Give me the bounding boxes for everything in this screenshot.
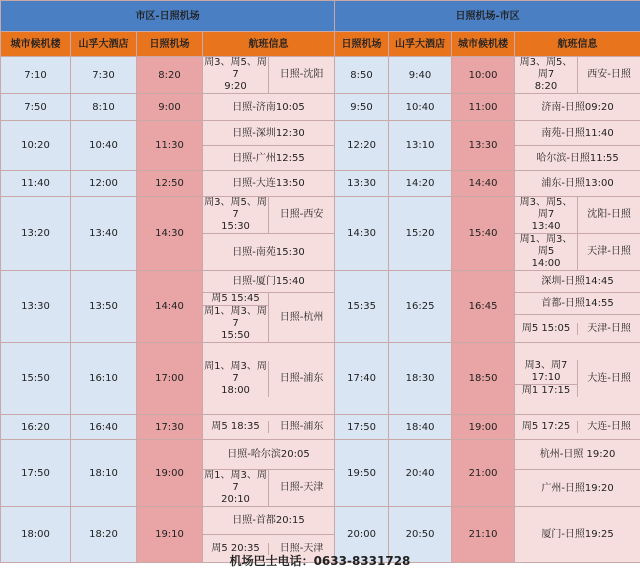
flight-info: 杭州-日照 19:20 [515, 440, 640, 470]
city-terminal-time: 19:00 [452, 415, 515, 440]
flight-info: 日照-首都20:15 [203, 507, 335, 535]
flight-route: 日照-西安 [279, 209, 324, 220]
flight-days: 周5 17:25 [515, 421, 578, 433]
flight-info [203, 470, 335, 507]
flight-info: 日照-深圳12:30 [203, 121, 335, 146]
flight-route: 日照-浦东 [279, 372, 324, 384]
airport-time: 17:00 [137, 343, 203, 415]
city-terminal-time: 10:00 [452, 57, 515, 94]
flight-info [515, 197, 640, 234]
flight-route: 大连-日照 [587, 421, 631, 432]
airport-time: 17:30 [137, 415, 203, 440]
flight-info: 日照-济南10:05 [203, 94, 335, 121]
flight-info: 济南-日照09:20 [515, 94, 640, 121]
hotel-time: 14:20 [389, 171, 452, 197]
flight-info [515, 234, 640, 271]
city-terminal-time: 17:50 [1, 440, 71, 507]
airport-time: 12:20 [335, 121, 389, 171]
city-terminal-time: 21:00 [452, 440, 515, 507]
flight-route: 大连-日照 [587, 372, 631, 384]
hotel-time: 18:20 [71, 507, 137, 563]
left-section-title: 市区-日照机场 [1, 1, 335, 32]
flight-info: 南苑-日照11:40 [515, 121, 640, 146]
col-header: 航班信息 [203, 32, 335, 57]
flight-route: 日照-杭州 [279, 311, 324, 323]
city-terminal-time: 13:20 [1, 197, 71, 271]
flight-route: 日照-天津 [279, 482, 324, 493]
flight-days: 周3、周5、周7 13:40 [515, 197, 578, 233]
col-header: 山孚大酒店 [71, 32, 137, 57]
hotel-time: 18:10 [71, 440, 137, 507]
flight-days: 周5 15:45 [203, 293, 269, 306]
flight-info: 日照-南苑15:30 [203, 234, 335, 271]
col-header: 山孚大酒店 [389, 32, 452, 57]
airport-time: 17:50 [335, 415, 389, 440]
flight-route: 日照-浦东 [279, 421, 324, 432]
city-terminal-time: 11:40 [1, 171, 71, 197]
airport-time: 13:30 [335, 171, 389, 197]
flight-days: 周3、周5、周7 8:20 [515, 57, 578, 93]
hotel-time: 12:00 [71, 171, 137, 197]
flight-route: 日照-天津 [279, 542, 324, 554]
city-terminal-time: 18:50 [452, 343, 515, 415]
city-terminal-time: 15:40 [452, 197, 515, 271]
flight-days: 周1、周3、周7 20:10 [204, 470, 267, 505]
flight-info [515, 315, 640, 343]
col-header: 日照机场 [137, 32, 203, 57]
flight-info: 日照-大连13:50 [203, 171, 335, 197]
hotel-time: 18:30 [389, 343, 452, 415]
col-header: 城市候机楼 [452, 32, 515, 57]
city-terminal-time: 10:20 [1, 121, 71, 171]
hotel-time: 7:30 [71, 57, 137, 94]
hotel-time: 8:10 [71, 94, 137, 121]
flight-info [203, 293, 335, 343]
city-terminal-time: 11:00 [452, 94, 515, 121]
flight-days: 周1 17:15 [515, 385, 578, 398]
flight-days: 周3、周5、周7 15:30 [204, 197, 267, 232]
flight-days: 周5 20:35 [203, 543, 269, 555]
flight-info [203, 415, 335, 440]
airport-time: 17:40 [335, 343, 389, 415]
hotel-time: 13:50 [71, 271, 137, 343]
airport-bus-phone: 机场巴士电话：0633-8331728 [229, 554, 411, 568]
hotel-time: 16:40 [71, 415, 137, 440]
hotel-time: 13:10 [389, 121, 452, 171]
flight-days: 周1、周3、周7 15:50 [204, 306, 267, 341]
flight-info [203, 57, 335, 94]
hotel-time: 10:40 [71, 121, 137, 171]
hotel-time: 16:25 [389, 271, 452, 343]
city-terminal-time: 16:20 [1, 415, 71, 440]
flight-info: 哈尔滨-日照11:55 [515, 146, 640, 171]
flight-days: 周5 15:05 [515, 323, 578, 335]
flight-info: 日照-厦门15:40 [203, 271, 335, 293]
flight-days: 周3、周5、周7 9:20 [204, 57, 267, 92]
city-terminal-time: 21:10 [452, 507, 515, 563]
airport-time: 8:20 [137, 57, 203, 94]
airport-time: 19:50 [335, 440, 389, 507]
flight-route: 日照-沈阳 [279, 69, 324, 80]
city-terminal-time: 14:40 [452, 171, 515, 197]
flight-info [515, 343, 640, 415]
flight-days: 周1、周3、周7 18:00 [204, 360, 267, 396]
airport-time: 8:50 [335, 57, 389, 94]
flight-info [203, 197, 335, 234]
flight-info: 厦门-日照19:25 [515, 507, 640, 563]
flight-days: 周5 18:35 [203, 421, 269, 433]
hotel-time: 9:40 [389, 57, 452, 94]
flight-route: 天津-日照 [587, 322, 631, 334]
airport-time: 20:00 [335, 507, 389, 563]
col-header: 航班信息 [515, 32, 640, 57]
airport-time: 15:35 [335, 271, 389, 343]
airport-time: 19:10 [137, 507, 203, 563]
flight-info: 日照-哈尔滨20:05 [203, 440, 335, 470]
city-terminal-time: 16:45 [452, 271, 515, 343]
flight-info: 广州-日照19:20 [515, 470, 640, 507]
flight-info [515, 57, 640, 94]
flight-route: 沈阳-日照 [587, 209, 631, 220]
flight-days: 周3、周7 17:10 [515, 360, 578, 385]
flight-info [203, 343, 335, 415]
right-section-title: 日照机场-市区 [335, 1, 640, 32]
flight-route: 天津-日照 [587, 246, 631, 257]
flight-route: 西安-日照 [587, 69, 631, 80]
flight-days: 周1、周3、周5 14:00 [515, 234, 578, 270]
airport-time: 12:50 [137, 171, 203, 197]
airport-time: 9:50 [335, 94, 389, 121]
airport-time: 11:30 [137, 121, 203, 171]
col-header: 城市候机楼 [1, 32, 71, 57]
hotel-time: 10:40 [389, 94, 452, 121]
airport-time: 14:40 [137, 271, 203, 343]
airport-time: 9:00 [137, 94, 203, 121]
city-terminal-time: 7:10 [1, 57, 71, 94]
city-terminal-time: 7:50 [1, 94, 71, 121]
hotel-time: 15:20 [389, 197, 452, 271]
city-terminal-time: 18:00 [1, 507, 71, 563]
airport-time: 14:30 [137, 197, 203, 271]
city-terminal-time: 13:30 [452, 121, 515, 171]
hotel-time: 20:50 [389, 507, 452, 563]
flight-info: 浦东-日照13:00 [515, 171, 640, 197]
flight-info [515, 415, 640, 440]
flight-info: 深圳-日照14:45 [515, 271, 640, 293]
city-terminal-time: 13:30 [1, 271, 71, 343]
flight-info: 首都-日照14:55 [515, 293, 640, 315]
flight-info: 日照-广州12:55 [203, 146, 335, 171]
airport-time: 19:00 [137, 440, 203, 507]
city-terminal-time: 15:50 [1, 343, 71, 415]
airport-time: 14:30 [335, 197, 389, 271]
col-header: 日照机场 [335, 32, 389, 57]
hotel-time: 20:40 [389, 440, 452, 507]
hotel-time: 13:40 [71, 197, 137, 271]
hotel-time: 18:40 [389, 415, 452, 440]
hotel-time: 16:10 [71, 343, 137, 415]
